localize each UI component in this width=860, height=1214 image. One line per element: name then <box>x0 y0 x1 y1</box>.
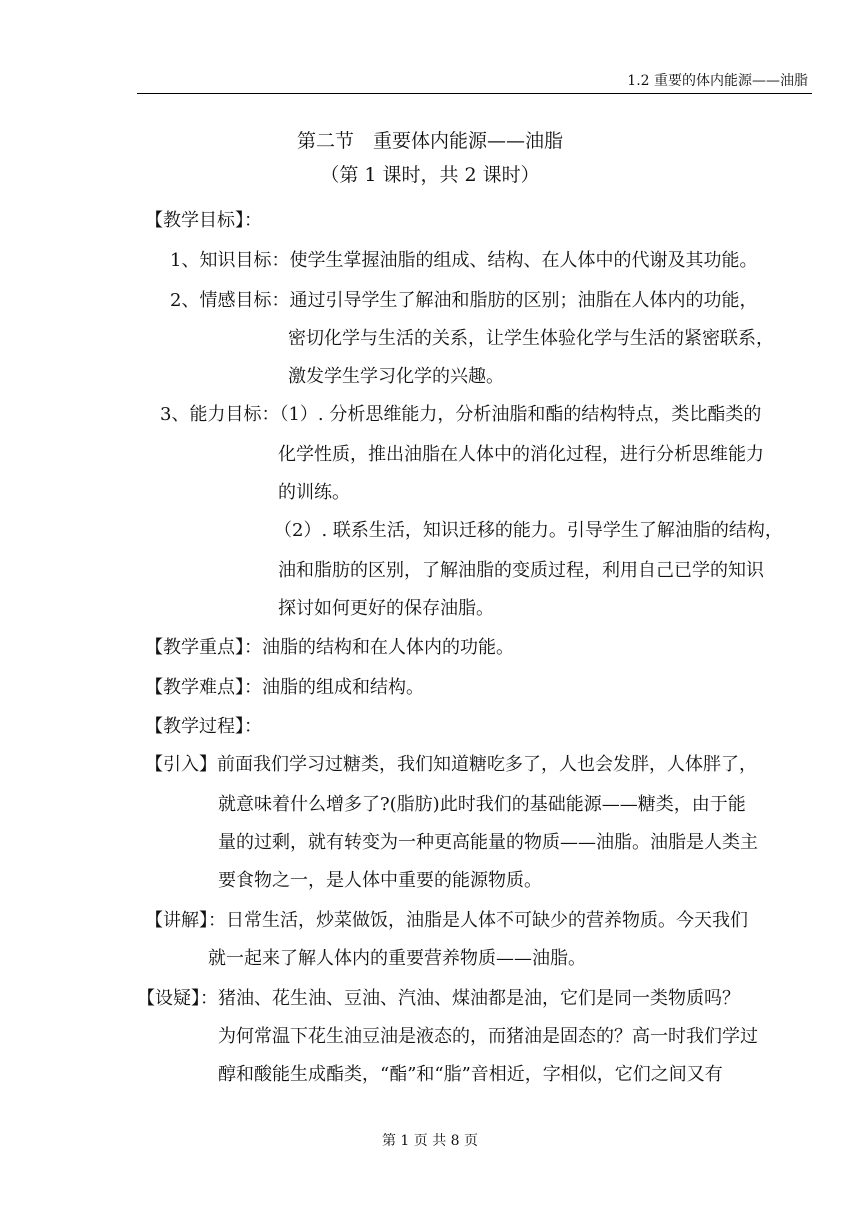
goal-ability-line-4: （2）. 联系生活，知识迁移的能力。引导学生了解油脂的结构， <box>274 520 783 541</box>
running-header: 1.2 重要的体内能源——油脂 <box>627 73 808 89</box>
question-line-2: 为何常温下花生油豆油是液态的，而猪油是固态的？高一时我们学过 <box>218 1026 758 1047</box>
goals-heading: 【教学目标】： <box>145 210 262 231</box>
intro-line-2: 就意味着什么增多了?(脂肪)此时我们的基础能源——糖类，由于能 <box>218 794 746 815</box>
question-line-1: 【设疑】：猪油、花生油、豆油、汽油、煤油都是油，它们是同一类物质吗？ <box>137 988 740 1009</box>
goal-emotion-line-1: 2、情感目标：通过引导学生了解油和脂肪的区别；油脂在人体内的功能， <box>170 290 758 311</box>
page-footer: 第 1 页 共 8 页 <box>381 1133 479 1149</box>
intro-line-3: 量的过剩，就有转变为一种更高能量的物质——油脂。油脂是人类主 <box>218 832 758 853</box>
page-title: 第二节 重要体内能源——油脂 <box>296 130 563 152</box>
goal-ability-line-5: 油和脂肪的区别，了解油脂的变质过程，利用自己已学的知识 <box>278 560 764 581</box>
goal-ability-line-6: 探讨如何更好的保存油脂。 <box>278 598 494 619</box>
explain-line-2: 就一起来了解人体内的重要营养物质——油脂。 <box>208 948 586 969</box>
key-point: 【教学重点】：油脂的结构和在人体内的功能。 <box>145 637 514 658</box>
goal-ability-line-1: 3、能力目标：（1）. 分析思维能力，分析油脂和酯的结构特点，类比酯类的 <box>160 404 762 425</box>
page-subtitle: （第 1 课时，共 2 课时） <box>320 164 540 186</box>
goal-emotion-line-3: 激发学生学习化学的兴趣。 <box>288 366 504 387</box>
question-line-3: 醇和酸能生成酯类，“酯”和“脂”音相近，字相似，它们之间又有 <box>218 1064 723 1085</box>
goal-knowledge: 1、知识目标：使学生掌握油脂的组成、结构、在人体中的代谢及其功能。 <box>170 250 758 271</box>
goal-ability-line-3: 的训练。 <box>278 482 350 503</box>
explain-line-1: 【讲解】：日常生活，炒菜做饭，油脂是人体不可缺少的营养物质。今天我们 <box>145 910 748 931</box>
intro-line-1: 【引入】前面我们学习过糖类，我们知道糖吃多了，人也会发胖，人体胖了， <box>145 754 757 775</box>
goal-ability-line-2: 化学性质，推出油脂在人体中的消化过程，进行分析思维能力 <box>278 444 764 465</box>
goal-emotion-line-2: 密切化学与生活的关系，让学生体验化学与生活的紧密联系， <box>288 328 774 349</box>
header-rule <box>137 93 812 94</box>
intro-line-4: 要食物之一，是人体中重要的能源物质。 <box>218 870 542 891</box>
difficult-point: 【教学难点】：油脂的组成和结构。 <box>145 677 424 698</box>
process-heading: 【教学过程】： <box>145 716 262 737</box>
